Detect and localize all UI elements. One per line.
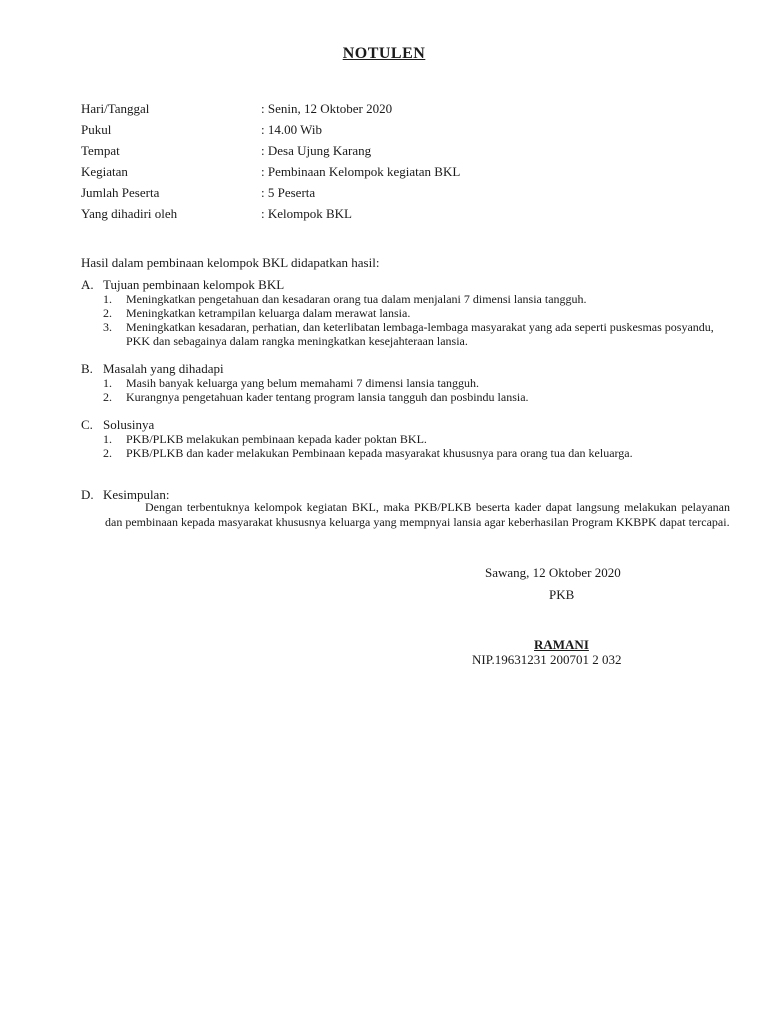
info-value: : Pembinaan Kelompok kegiatan BKL <box>261 164 461 179</box>
item-text: Meningkatkan kesadaran, perhatian, dan keterlibatan lembaga-lembaga masyarakat yang ada seperti puskesmas posyandu, PKK dan sebagainya dalam rangka meningkatkan kesejahteraan lansia. <box>126 320 714 348</box>
section-b <box>81 361 731 404</box>
item-text: Masih banyak keluarga yang belum memahami 7 dimensi lansia tangguh. <box>126 376 480 390</box>
section-title: Solusinya <box>103 417 155 432</box>
conclusion-paragraph: Dengan terbentuknya kelompok kegiatan BKL, maka PKB/PLKB beserta kader dapat langsung melakukan pelayanan dan pembinaan kepada masyarakat khususnya keluarga yang mempnyai lansia agar keberhasilan Program KKBPK dapat tercapai. <box>105 500 730 529</box>
section-heading <box>81 417 731 432</box>
section-list <box>81 292 731 348</box>
section-list <box>81 432 731 460</box>
list-item <box>81 306 731 320</box>
section-list <box>81 376 731 404</box>
item-number: 1. <box>103 432 112 446</box>
info-label: Kegiatan <box>81 164 128 179</box>
item-text: Meningkatkan ketrampilan keluarga dalam merawat lansia. <box>126 306 411 320</box>
info-label: Pukul <box>81 122 112 137</box>
signature-position: PKB <box>549 587 575 602</box>
section-title: Masalah yang dihadapi <box>103 361 224 376</box>
item-text: PKB/PLKB dan kader melakukan Pembinaan kepada masyarakat khususnya para orang tua dan keluarga. <box>126 446 633 460</box>
info-value: : 5 Peserta <box>261 185 316 200</box>
section-title: Kesimpulan: <box>103 487 170 502</box>
info-value: : Kelompok BKL <box>261 206 352 221</box>
item-number: 2. <box>103 446 112 460</box>
section-a <box>81 277 731 348</box>
item-number: 1. <box>103 292 112 306</box>
info-value: : 14.00 Wib <box>261 122 322 137</box>
section-letter: B. <box>81 361 93 376</box>
item-number: 1. <box>103 376 112 390</box>
item-number: 2. <box>103 390 112 404</box>
signature-nip: NIP.19631231 200701 2 032 <box>472 652 622 667</box>
info-label: Tempat <box>81 143 120 158</box>
item-number: 2. <box>103 306 112 320</box>
section-letter: A. <box>81 277 94 292</box>
list-item <box>81 376 731 390</box>
document-title: NOTULEN <box>342 45 426 62</box>
section-c <box>81 417 731 460</box>
section-letter: D. <box>81 487 94 502</box>
list-item <box>81 446 731 460</box>
item-text: PKB/PLKB melakukan pembinaan kepada kader poktan BKL. <box>126 432 427 446</box>
list-item <box>81 390 731 404</box>
info-value: : Desa Ujung Karang <box>261 143 372 158</box>
list-item <box>81 320 731 348</box>
info-label: Hari/Tanggal <box>81 101 150 116</box>
info-label: Yang dihadiri oleh <box>81 206 178 221</box>
item-text: Kurangnya pengetahuan kader tentang program lansia tangguh dan posbindu lansia. <box>126 390 529 404</box>
section-heading <box>81 361 731 376</box>
section-title: Tujuan pembinaan kelompok BKL <box>103 277 285 292</box>
info-label: Jumlah Peserta <box>81 185 160 200</box>
section-heading <box>81 277 731 292</box>
list-item <box>81 292 731 306</box>
item-text: Meningkatkan pengetahuan dan kesadaran orang tua dalam menjalani 7 dimensi lansia tangguh. <box>126 292 587 306</box>
item-number: 3. <box>103 320 112 334</box>
signature-place-date: Sawang, 12 Oktober 2020 <box>485 565 621 580</box>
list-item <box>81 432 731 446</box>
section-letter: C. <box>81 417 93 432</box>
info-value: : Senin, 12 Oktober 2020 <box>261 101 393 116</box>
results-intro: Hasil dalam pembinaan kelompok BKL didapatkan hasil: <box>81 255 380 270</box>
signature-name: RAMANI <box>534 637 589 652</box>
